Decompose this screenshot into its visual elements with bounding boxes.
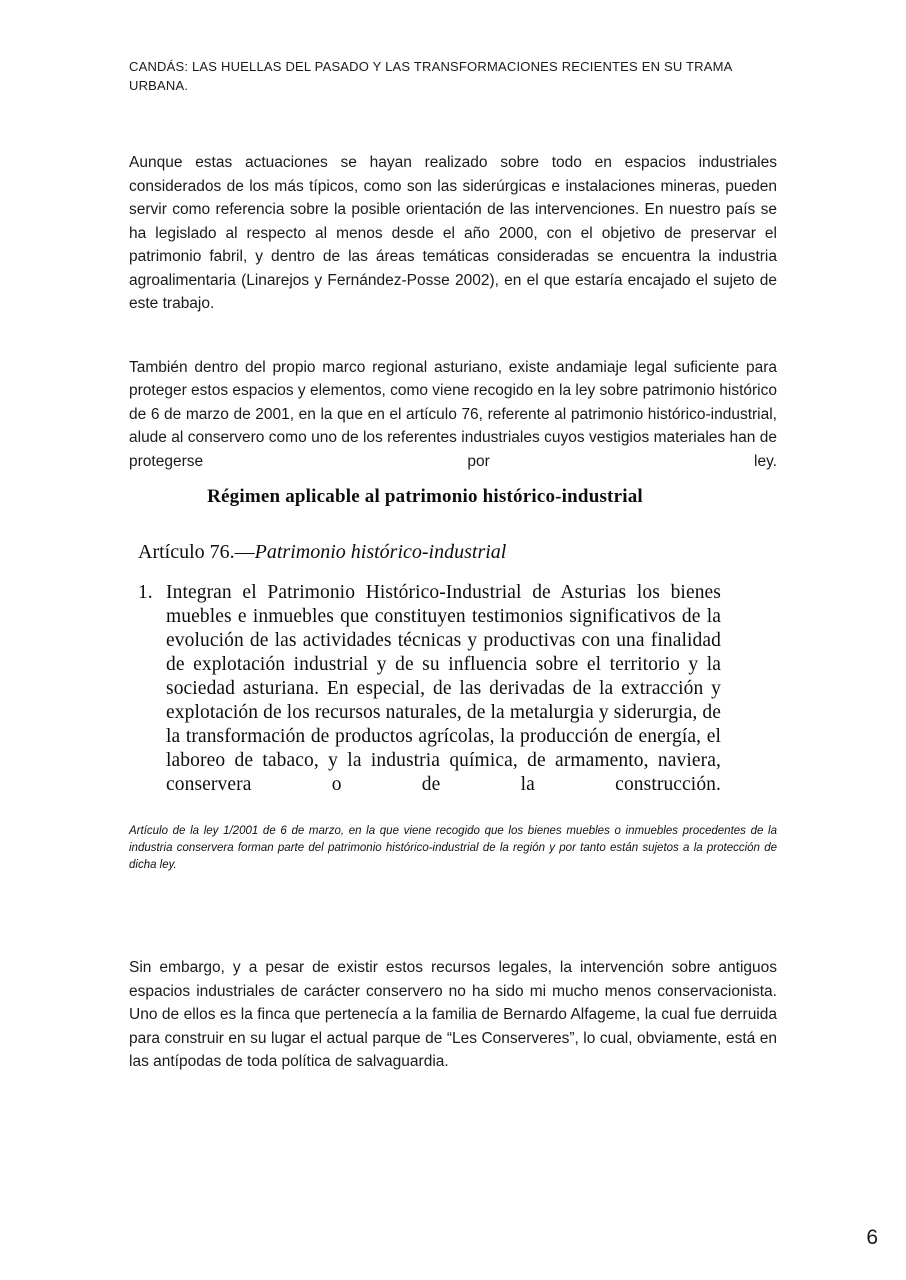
excerpt-numbered-item	[129, 581, 721, 797]
article-title: Patrimonio histórico-industrial	[254, 541, 507, 563]
figure-caption: Artículo de la ley 1/2001 de 6 de marzo, en la que viene recogido que los bienes muebles o inmuebles procedentes de la industria conservera forman parte del patrimonio histórico-industrial de la región y por tanto están sujetos a la protección de dicha ley.	[129, 825, 777, 871]
excerpt-article-line	[129, 539, 721, 565]
paragraph-intro-legislation: Aunque estas actuaciones se hayan realizado sobre todo en espacios industriales considerados de los más típicos, como son las siderúrgicas e instalaciones mineras, pueden servir como referencia sobre la posible orientación de las intervenciones. En nuestro país se ha legislado al respecto al menos desde el año 2000, con el objetivo de preservar el patrimonio fabril, y dentro de las áreas temáticas consideradas se encuentra la industria agroalimentaria (Linarejos y Fernández-Posse 2002), en el que estaría encajado el sujeto de este trabajo.	[129, 154, 777, 312]
article-number: Artículo 76.—	[138, 541, 255, 563]
document-header: CANDÁS: LAS HUELLAS DEL PASADO Y LAS TRANSFORMACIONES RECIENTES EN SU TRAMA URBANA.	[129, 59, 732, 93]
paragraph-conclusion: Sin embargo, y a pesar de existir estos recursos legales, la intervención sobre antiguos espacios industriales de carácter conservero no ha sido mi mucho menos conservacionista. Uno de ellos es la finca que pertenecía a la familia de Bernardo Alfageme, la cual fue derruida para construir en su lugar el actual parque de “Les Conserveres”, lo cual, obviamente, está en las antípodas de toda política de salvaguardia.	[129, 959, 777, 1070]
excerpt-item-text: Integran el Patrimonio Histórico-Industrial de Asturias los bienes muebles e inmuebles que constituyen testimonios significativos de la evolución de las actividades técnicas y productivas con una finalidad de explotación industrial y de su influencia sobre el territorio y la sociedad asturiana. En especial, de las derivadas de la extracción y explotación de los recursos naturales, de la metalurgia y siderurgia, de la transformación de productos agrícolas, la producción de energía, el laboreo de tabaco, y la industria química, de armamento, naviera, conservera o de la construcción.	[166, 582, 721, 795]
excerpt-heading: Régimen aplicable al patrimonio histórico-industrial	[207, 486, 643, 507]
paragraph-regional-framework: También dentro del propio marco regional asturiano, existe andamiaje legal suficiente para proteger estos espacios y elementos, como viene recogido en la ley sobre patrimonio histórico de 6 de marzo de 2001, en la que en el artículo 76, referente al patrimonio histórico-industrial, alude al conservero como uno de los referentes industriales cuyos vestigios materiales han de protegerse por ley.	[129, 358, 777, 470]
page-number: 6	[866, 1226, 878, 1249]
law-excerpt-scan	[129, 485, 721, 797]
list-item-number: 1.	[138, 582, 153, 603]
